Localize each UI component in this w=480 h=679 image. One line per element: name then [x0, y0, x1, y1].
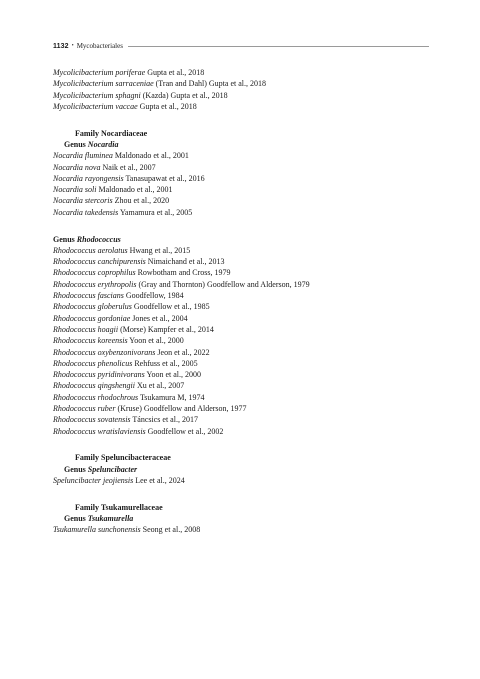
- species-entry: [53, 403, 453, 414]
- species-authority: Gupta et al., 2018: [147, 68, 205, 77]
- species-authority: (Morse) Kampfer et al., 2014: [120, 324, 214, 334]
- species-authority: Yamamura et al., 2005: [119, 207, 193, 217]
- genus-heading: [53, 464, 453, 475]
- species-name: Nocardia takedensis: [53, 207, 119, 217]
- species-name: Mycolicibacterium vaccae: [53, 101, 138, 111]
- species-entry: [53, 301, 453, 312]
- species-entry: [53, 90, 453, 101]
- species-authority: Goodfellow et al., 2002: [147, 426, 224, 436]
- species-entry: [53, 524, 453, 535]
- species-authority: Tanasupawat et al., 2016: [125, 173, 205, 183]
- taxonomy-list: [53, 67, 453, 536]
- species-authority: Hwang et al., 2015: [129, 245, 191, 255]
- tsukamurellaceae-block: [53, 502, 453, 536]
- running-header: [53, 40, 429, 52]
- section-gap: [53, 486, 453, 502]
- species-entry: [53, 475, 453, 486]
- genus-name: Nocardia: [87, 139, 119, 149]
- species-name: Rhodococcus erythropolis: [53, 279, 137, 289]
- species-authority: Jeon et al., 2022: [157, 347, 210, 357]
- species-name: Nocardia fluminea: [53, 151, 113, 161]
- species-name: Speluncibacter jeojiensis: [53, 476, 134, 485]
- species-entry: [53, 267, 453, 278]
- species-authority: Xu et al., 2007: [136, 381, 185, 391]
- species-authority: (Kazda) Gupta et al., 2018: [142, 90, 228, 100]
- species-name: Rhodococcus sovatensis: [53, 415, 131, 425]
- species-name: Mycolicibacterium sarraceniae: [53, 79, 154, 89]
- species-authority: Seong et al., 2008: [142, 525, 201, 535]
- species-name: Nocardia soli: [53, 185, 97, 195]
- family-heading: Family Tsukamurellaceae: [75, 502, 163, 512]
- species-entry: [53, 290, 453, 301]
- genus-heading: [53, 513, 453, 524]
- species-authority: Tsukamura M, 1974: [139, 392, 205, 402]
- speluncibacteraceae-block: [53, 452, 453, 486]
- species-entry: [53, 195, 453, 206]
- family-heading: Family Speluncibacteraceae: [75, 453, 171, 463]
- species-name: Rhodococcus aerolatus: [53, 245, 128, 255]
- species-entry: [53, 67, 453, 78]
- species-entry: [53, 78, 453, 89]
- species-name: Rhodococcus globerulus: [53, 302, 132, 312]
- genus-name: Tsukamurella: [87, 514, 134, 524]
- species-authority: Maldonado et al., 2001: [98, 185, 173, 195]
- species-entry: [53, 207, 453, 218]
- species-name: Rhodococcus qingshengii: [53, 381, 135, 391]
- species-name: Rhodococcus coprophilus: [53, 268, 136, 278]
- species-authority: Yoon et al., 2000: [146, 370, 201, 380]
- species-entry: [53, 414, 453, 425]
- species-entry: [53, 369, 453, 380]
- genus-prefix: Genus: [64, 139, 86, 149]
- species-entry: [53, 392, 453, 403]
- header-bullet: •: [71, 43, 74, 49]
- nocardiaceae-block: [53, 128, 453, 218]
- species-authority: (Gray and Thornton) Goodfellow and Alderson, 1979: [138, 279, 310, 289]
- page-number: 1132: [53, 42, 69, 50]
- species-name: Nocardia stercoris: [53, 196, 113, 206]
- species-name: Rhodococcus hoagii: [53, 324, 119, 334]
- species-entry: [53, 101, 453, 112]
- species-authority: Rowbotham and Cross, 1979: [137, 268, 231, 278]
- species-name: Nocardia nova: [53, 162, 101, 172]
- species-name: Rhodococcus phenolicus: [53, 358, 133, 368]
- species-name: Rhodococcus gordoniae: [53, 313, 131, 323]
- species-authority: (Kruse) Goodfellow and Alderson, 1977: [117, 404, 247, 414]
- species-entry: [53, 380, 453, 391]
- species-entry: [53, 347, 453, 358]
- genus-heading: [53, 139, 453, 150]
- species-name: Rhodococcus canchipurensis: [53, 257, 146, 267]
- species-authority: Táncsics et al., 2017: [132, 415, 198, 425]
- species-entry: [53, 162, 453, 173]
- species-authority: Maldonado et al., 2001: [114, 151, 189, 161]
- species-name: Rhodococcus koreensis: [53, 336, 128, 346]
- species-authority: Naik et al., 2007: [102, 162, 156, 172]
- species-name: Mycolicibacterium poriferae: [53, 68, 146, 77]
- species-entry: [53, 335, 453, 346]
- running-section-title: Mycobacteriales: [76, 42, 123, 50]
- header-rule: [128, 46, 429, 47]
- species-authority: Yoon et al., 2000: [129, 336, 184, 346]
- genus-heading: [53, 234, 453, 245]
- species-name: Rhodococcus ruber: [53, 404, 116, 414]
- mycolicibacterium-block: [53, 67, 453, 112]
- species-entry: [53, 313, 453, 324]
- species-name: Nocardia rayongensis: [53, 173, 124, 183]
- species-entry: [53, 358, 453, 369]
- species-entry: [53, 184, 453, 195]
- species-entry: [53, 245, 453, 256]
- species-entry: [53, 426, 453, 437]
- species-authority: Goodfellow, 1984: [125, 291, 184, 301]
- genus-prefix: Genus: [53, 234, 75, 244]
- rhodococcus-block: [53, 234, 453, 437]
- species-entry: [53, 150, 453, 161]
- species-name: Rhodococcus pyridinivorans: [53, 370, 145, 380]
- species-entry: [53, 279, 453, 290]
- species-authority: Jones et al., 2004: [132, 313, 188, 323]
- species-name: Rhodococcus wratislaviensis: [53, 426, 146, 436]
- section-gap: [53, 437, 453, 453]
- family-heading: Family Nocardiaceae: [75, 128, 148, 138]
- genus-name: Rhodococcus: [76, 234, 121, 244]
- species-authority: (Tran and Dahl) Gupta et al., 2018: [155, 79, 266, 89]
- species-entry: [53, 173, 453, 184]
- species-authority: Gupta et al., 2018: [139, 101, 197, 111]
- species-name: Rhodococcus oxybenzonivorans: [53, 347, 156, 357]
- species-name: Rhodococcus fascians: [53, 291, 124, 301]
- species-authority: Lee et al., 2024: [135, 476, 185, 485]
- section-gap: [53, 112, 453, 128]
- genus-prefix: Genus: [64, 464, 86, 474]
- species-name: Rhodococcus rhodochrous: [53, 392, 139, 402]
- species-authority: Nimaichand et al., 2013: [147, 257, 225, 267]
- species-authority: Zhou et al., 2020: [114, 196, 170, 206]
- section-gap: [53, 218, 453, 234]
- genus-name: Speluncibacter: [87, 464, 138, 474]
- species-name: Mycolicibacterium sphagni: [53, 90, 141, 100]
- species-entry: [53, 324, 453, 335]
- species-authority: Rehfuss et al., 2005: [134, 358, 198, 368]
- genus-prefix: Genus: [64, 514, 86, 524]
- species-name: Tsukamurella sunchonensis: [53, 525, 141, 535]
- species-authority: Goodfellow et al., 1985: [133, 302, 210, 312]
- species-entry: [53, 256, 453, 267]
